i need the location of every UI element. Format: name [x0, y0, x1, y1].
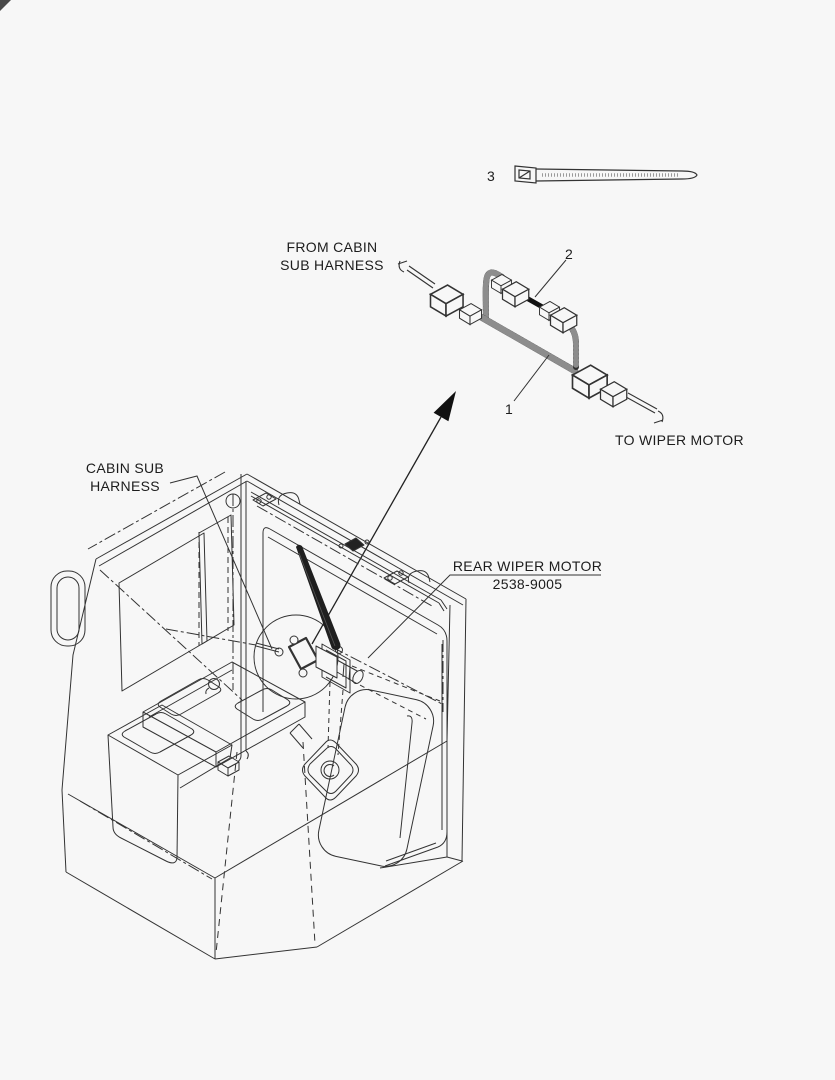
item-number-1: 1: [505, 401, 514, 417]
scan-artifact: [0, 0, 11, 11]
from-cabin-line2: SUB HARNESS: [280, 257, 384, 273]
floor-plate: [290, 724, 359, 800]
left-window: [119, 533, 207, 691]
from-cabin-line1: FROM CABIN: [286, 239, 378, 255]
cabin-sub-harness-label: [75, 459, 175, 495]
rear-wiper-motor-name: REAR WIPER MOTOR: [452, 558, 603, 574]
leader-line-item-2: [535, 260, 566, 297]
harness-clamp: [278, 493, 300, 505]
from-cabin-sub-harness-label: [276, 238, 388, 274]
seat-back: [314, 686, 437, 871]
grab-handle: [51, 571, 85, 646]
cable-tie-illustration: [515, 166, 697, 183]
motor-side-wire: [626, 393, 663, 423]
floor: [66, 741, 463, 959]
harness-grommet: [345, 538, 364, 551]
item-number-3: 3: [487, 168, 496, 184]
corner-pillar: [233, 474, 248, 763]
wiring-harness-illustration: [398, 260, 663, 423]
connector: [431, 285, 464, 316]
rear-wiper-motor-illustration: [166, 615, 443, 755]
rear-wiper-motor-part-number: 2538-9005: [492, 576, 563, 592]
item-number-2: 2: [565, 246, 574, 262]
left-wall: [51, 515, 242, 872]
harness-connectors: [431, 274, 627, 406]
roof-harness-rail: [251, 492, 447, 611]
rear-wiper-motor-label: [445, 557, 610, 593]
pointer-arrow: [312, 391, 456, 644]
seat-base: [108, 705, 232, 863]
to-wiper-motor-label: TO WIPER MOTOR: [615, 432, 744, 448]
cabin-sub-line1: CABIN SUB: [85, 460, 165, 476]
cabin-side-wire: [398, 261, 435, 288]
cabin-illustration: [51, 472, 466, 959]
cabin-sub-line2: HARNESS: [90, 478, 160, 494]
rear-wall: [263, 528, 466, 868]
leader-line-item-1: [514, 355, 549, 401]
